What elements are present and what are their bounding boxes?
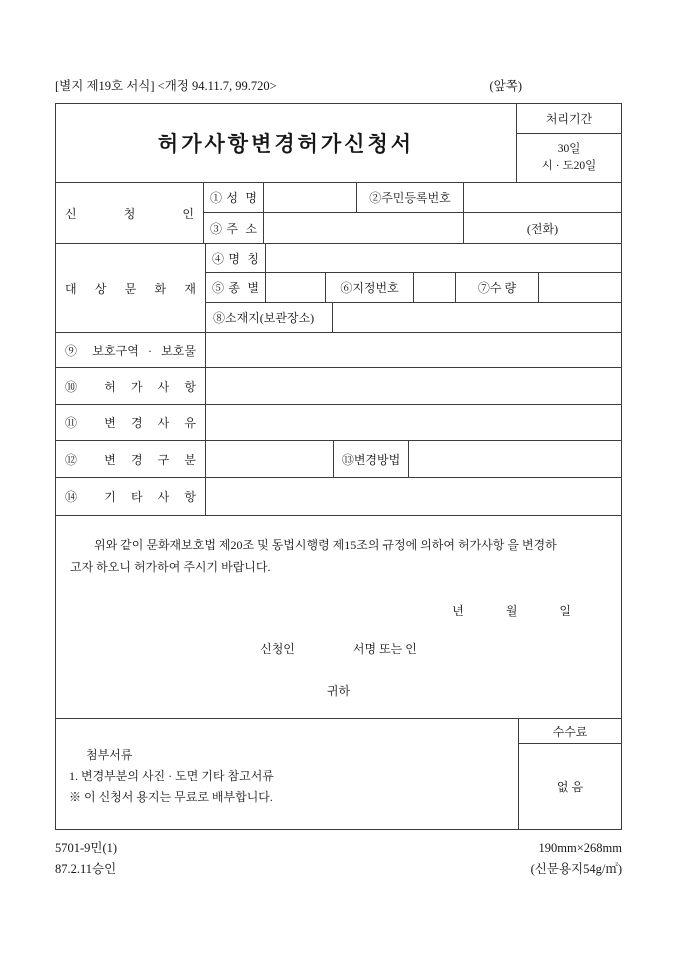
- applicant-section-label: 신 청 인: [56, 183, 204, 243]
- approval-date: 87.2.11승인: [55, 862, 117, 876]
- other-matters-row: [56, 478, 621, 516]
- processing-days-sido: 시 · 도20일: [541, 160, 597, 172]
- date-month-label: 월: [505, 604, 518, 618]
- permitted-matters-row: [56, 368, 621, 405]
- permitted-matters-label: ⑩ 허 가 사 항: [56, 368, 206, 404]
- location-field: [333, 303, 621, 332]
- heritage-name-label: ④명 칭: [206, 244, 266, 272]
- fee-value: 없 음: [556, 780, 584, 794]
- processing-period-value: [517, 134, 621, 182]
- designation-number-label: ⑥지정번호: [326, 273, 414, 302]
- form-reference: [별지 제19호 서식] <개정 94.11.7, 99.720>: [55, 79, 277, 93]
- signature-line: [70, 638, 607, 660]
- protection-zone-field: [206, 333, 621, 367]
- title-row: [56, 104, 621, 183]
- form-title: 허가사항변경허가신청서: [157, 132, 415, 156]
- change-reason-row: [56, 405, 621, 441]
- change-reason-field: [206, 405, 621, 440]
- quantity-label: ⑦수 량: [456, 273, 539, 302]
- quantity-field: [539, 273, 621, 302]
- permitted-matters-field: [206, 368, 621, 404]
- protection-zone-label: ⑨ 보호구역 · 보호물: [56, 333, 206, 367]
- resident-number-field: [464, 183, 621, 212]
- change-method-field: [409, 441, 621, 477]
- addressee-label: 귀하: [326, 684, 351, 698]
- change-category-label: ⑫ 변 경 구 분: [56, 441, 206, 477]
- address-label: ③주 소: [204, 213, 264, 243]
- name-label: ①성 명: [204, 183, 264, 212]
- front-side-label: (앞쪽): [489, 79, 522, 93]
- designation-number-field: [414, 273, 456, 302]
- fee-label: 수수료: [519, 719, 621, 744]
- applicant-signature-label: 신청인: [260, 642, 295, 656]
- processing-period-column: [517, 104, 621, 182]
- change-method-label: ⑬변경방법: [334, 441, 409, 477]
- declaration-body: [56, 516, 621, 718]
- address-field: [264, 213, 464, 243]
- declaration-section: [56, 516, 621, 719]
- change-category-field: [206, 441, 334, 477]
- change-category-row: [56, 441, 621, 478]
- declaration-line-1: 위와 같이 문화재보호법 제20조 및 동법시행령 제15조의 규정에 의하여 허가사항 을 변경하: [94, 538, 557, 552]
- signature-or-seal-label: 서명 또는 인: [352, 642, 417, 656]
- footer-right: [531, 838, 622, 880]
- name-field: [264, 183, 357, 212]
- attachments-cell: [56, 719, 519, 829]
- heritage-section: [56, 244, 621, 333]
- processing-days: 30일: [557, 143, 581, 155]
- applicant-section: [56, 183, 621, 244]
- processing-period-label: 처리기간: [517, 104, 621, 134]
- location-label: ⑧소재지(보관장소): [206, 303, 333, 332]
- application-form-table: [55, 103, 622, 830]
- protection-zone-row: [56, 333, 621, 368]
- date-line: [70, 600, 607, 622]
- free-distribution-note: ※ 이 신청서 용지는 무료로 배부합니다.: [69, 790, 273, 804]
- attachment-item-1: 1. 변경부분의 사진 · 도면 기타 참고서류: [69, 769, 274, 783]
- document-header: [55, 76, 622, 94]
- other-matters-field: [206, 478, 621, 515]
- phone-label: (전화): [526, 221, 559, 236]
- type-label: ⑤종 별: [206, 273, 266, 302]
- fee-column: [519, 719, 621, 829]
- paper-size: 190mm×268mm: [538, 841, 622, 855]
- title-cell: [56, 104, 517, 182]
- type-field: [266, 273, 326, 302]
- attachments-title: 첨부서류: [86, 748, 133, 762]
- date-day-label: 일: [559, 604, 571, 618]
- resident-number-label: ②주민등록번호: [357, 183, 464, 212]
- footer-left: [55, 838, 117, 880]
- change-reason-label: ⑪ 변 경 사 유: [56, 405, 206, 440]
- attachments-section: [56, 719, 621, 829]
- other-matters-label: ⑭ 기 타 사 항: [56, 478, 206, 515]
- paper-spec: (신문용지54g/㎡): [530, 862, 622, 876]
- heritage-name-field: [266, 244, 621, 272]
- date-year-label: 년: [452, 604, 464, 618]
- declaration-line-2: 고자 하오니 허가하여 주시기 바랍니다.: [70, 560, 271, 574]
- form-number: 5701-9민(1): [55, 841, 118, 855]
- heritage-section-label: 대 상 문 화 재: [56, 244, 206, 332]
